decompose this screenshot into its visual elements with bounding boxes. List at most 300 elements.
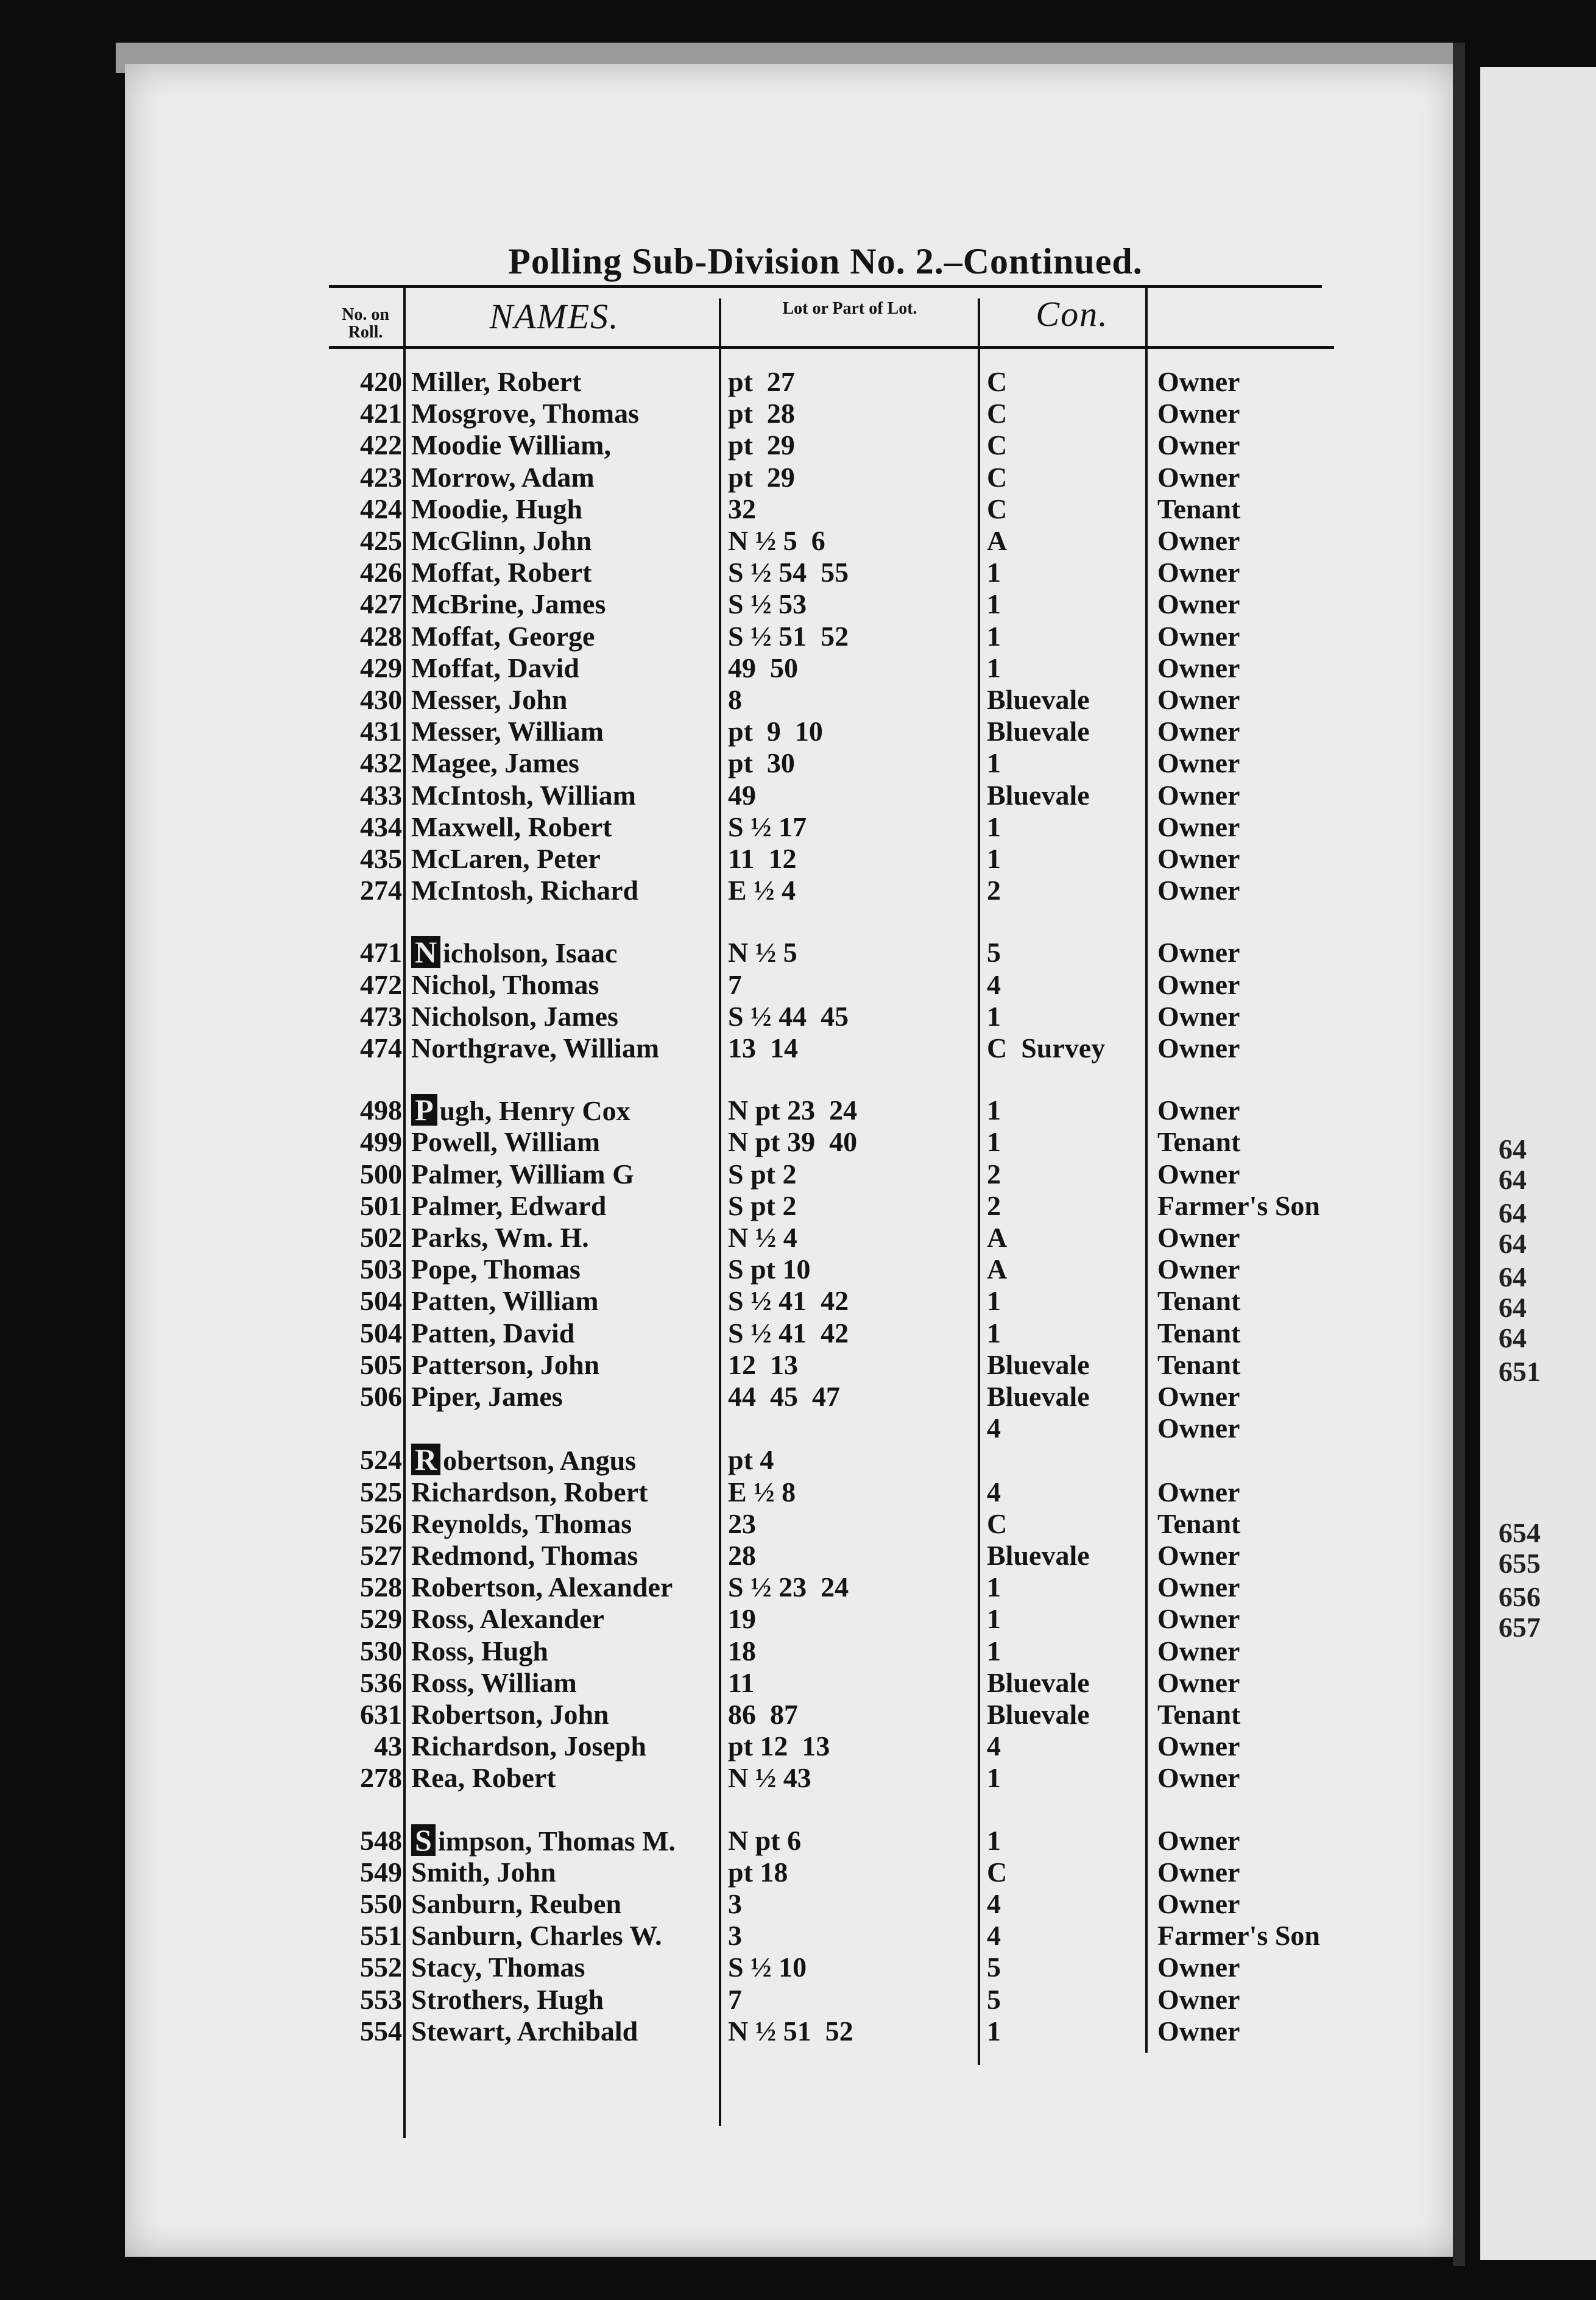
table-row: [0, 968, 1596, 1000]
elector-name: [411, 1444, 728, 1476]
status-cell: Owner: [1157, 937, 1240, 968]
elector-name-text: Parks, Wm. H.: [411, 1222, 589, 1253]
concession-cell: 1: [987, 1285, 1001, 1316]
elector-name-text: Richardson, Joseph: [411, 1730, 646, 1762]
lot-cell: 3: [728, 1888, 742, 1919]
lot-cell: 86 87: [728, 1699, 798, 1730]
adjacent-page-number: 657: [1499, 1612, 1541, 1643]
lot-cell: N ½ 5: [728, 937, 797, 968]
status-cell: Tenant: [1157, 1508, 1241, 1539]
lot-cell: pt 18: [728, 1857, 788, 1888]
elector-name: [411, 968, 728, 1001]
elector-name-text: Nichol, Thomas: [411, 969, 599, 1000]
table-row: [0, 683, 1596, 715]
status-cell: Owner: [1157, 1857, 1240, 1888]
roll-number: 433: [360, 780, 402, 811]
elector-name: [411, 1190, 728, 1222]
table-row: [0, 1635, 1596, 1667]
elector-name: [411, 1317, 728, 1349]
concession-cell: Bluevale: [987, 716, 1090, 747]
header-bottom-rule: [329, 346, 1334, 349]
concession-cell: Bluevale: [987, 1540, 1090, 1571]
concession-cell: C: [987, 429, 1008, 460]
roll-number: 425: [360, 525, 402, 556]
elector-name-text: Ross, William: [411, 1667, 577, 1698]
concession-cell: 1: [987, 1572, 1001, 1603]
elector-name-text: Moffat, David: [411, 652, 579, 683]
concession-cell: C: [987, 366, 1008, 397]
elector-name: [411, 588, 728, 620]
concession-cell: 4: [987, 1476, 1001, 1508]
concession-cell: C: [987, 462, 1008, 493]
lot-cell: N ½ 5 6: [728, 525, 825, 556]
status-cell: Owner: [1157, 2016, 1240, 2047]
status-cell: Owner: [1157, 462, 1240, 493]
concession-cell: A: [987, 1254, 1008, 1285]
roll-number: 502: [360, 1222, 402, 1253]
adjacent-page-number: 64: [1499, 1164, 1527, 1195]
roll-number: 274: [360, 875, 402, 906]
concession-cell: 2: [987, 1190, 1001, 1221]
lot-cell: N pt 6: [728, 1825, 802, 1856]
concession-cell: 4: [987, 1888, 1001, 1919]
elector-name: [411, 620, 728, 652]
adjacent-page-number: 64: [1499, 1134, 1527, 1165]
lot-cell: 18: [728, 1635, 756, 1667]
status-cell: Owner: [1157, 1001, 1240, 1032]
elector-name: [411, 1951, 728, 1983]
concession-cell: 1: [987, 1825, 1001, 1856]
concession-cell: 1: [987, 2016, 1001, 2047]
lot-cell: S ½ 44 45: [728, 1001, 849, 1032]
elector-name: [411, 1856, 728, 1888]
section-initial: R: [411, 1444, 440, 1475]
adjacent-page-number: 64: [1499, 1261, 1527, 1293]
concession-cell: 2: [987, 875, 1001, 906]
concession-cell: 1: [987, 1318, 1001, 1349]
elector-name: [411, 1000, 728, 1032]
elector-name-text: Moodie, Hugh: [411, 493, 583, 524]
concession-cell: C Survey: [987, 1032, 1106, 1064]
elector-name: [411, 1539, 728, 1572]
table-row: [0, 1983, 1596, 2015]
roll-number: 525: [360, 1476, 402, 1508]
status-cell: Owner: [1157, 1095, 1240, 1126]
table-row: [0, 397, 1596, 429]
adjacent-page-number: 654: [1499, 1517, 1541, 1548]
lot-cell: 7: [728, 969, 742, 1000]
adjacent-page-number: 651: [1499, 1356, 1541, 1387]
roll-number: 554: [360, 2016, 402, 2047]
elector-name-text: obertson, Angus: [443, 1445, 637, 1476]
concession-cell: 1: [987, 621, 1001, 652]
header-con: Con.: [1036, 294, 1109, 334]
elector-name-text: Maxwell, Robert: [411, 811, 612, 842]
elector-name: [411, 1094, 728, 1127]
roll-number: 471: [360, 937, 402, 968]
roll-number: 428: [360, 621, 402, 652]
concession-cell: 5: [987, 937, 1001, 968]
elector-name: [411, 493, 728, 525]
lot-cell: E ½ 8: [728, 1476, 796, 1508]
elector-name: [411, 1476, 728, 1508]
elector-name: [411, 1508, 728, 1540]
table-row: [0, 1508, 1596, 1539]
lot-cell: S ½ 41 42: [728, 1318, 849, 1349]
status-cell: Owner: [1157, 1572, 1240, 1603]
roll-number: 429: [360, 652, 402, 683]
elector-name: [411, 1888, 728, 1920]
elector-name: [411, 1730, 728, 1762]
elector-name-text: Nicholson, James: [411, 1001, 618, 1032]
lot-cell: pt 4: [728, 1444, 774, 1475]
concession-cell: Bluevale: [987, 1349, 1090, 1380]
concession-cell: 4: [987, 1413, 1001, 1444]
elector-name-text: Sanburn, Reuben: [411, 1888, 622, 1919]
elector-name-text: Patterson, John: [411, 1349, 600, 1380]
elector-name-text: Robertson, John: [411, 1699, 609, 1730]
concession-cell: A: [987, 1222, 1008, 1253]
roll-number: 551: [360, 1920, 402, 1951]
table-row: [0, 874, 1596, 906]
lot-cell: E ½ 4: [728, 875, 796, 906]
adjacent-page-number: 655: [1499, 1548, 1541, 1579]
concession-cell: 1: [987, 747, 1001, 778]
roll-number: 550: [360, 1888, 402, 1919]
elector-name: [411, 2015, 728, 2047]
page-title: Polling Sub-Division No. 2.–Continued.: [508, 241, 1143, 281]
elector-name-text: Sanburn, Charles W.: [411, 1920, 662, 1951]
table-row: [0, 1000, 1596, 1032]
lot-cell: 19: [728, 1603, 756, 1634]
concession-cell: Bluevale: [987, 1699, 1090, 1730]
lot-cell: pt 29: [728, 429, 795, 460]
elector-name-text: Redmond, Thomas: [411, 1540, 638, 1571]
roll-number: 549: [360, 1857, 402, 1888]
table-row: [0, 1094, 1596, 1126]
status-cell: Tenant: [1157, 493, 1241, 524]
lot-cell: 8: [728, 684, 742, 715]
status-cell: Tenant: [1157, 1699, 1241, 1730]
roll-number: 432: [360, 747, 402, 778]
lot-cell: N pt 23 24: [728, 1095, 858, 1126]
elector-name: [411, 1983, 728, 2016]
lot-cell: N ½ 43: [728, 1762, 811, 1793]
roll-number: 499: [360, 1126, 402, 1157]
elector-name: [411, 1698, 728, 1730]
concession-cell: Bluevale: [987, 1667, 1090, 1698]
lot-cell: S ½ 41 42: [728, 1285, 849, 1316]
elector-name: [411, 811, 728, 843]
table-row: [0, 1919, 1596, 1951]
lot-cell: N pt 39 40: [728, 1126, 858, 1157]
roll-number: 498: [360, 1095, 402, 1126]
roll-number: 631: [360, 1699, 402, 1730]
elector-name-text: Piper, James: [411, 1381, 563, 1412]
roll-number: 435: [360, 843, 402, 874]
table-row: [0, 1476, 1596, 1508]
table-row: [0, 936, 1596, 968]
concession-cell: 4: [987, 1920, 1001, 1951]
status-cell: Owner: [1157, 1540, 1240, 1571]
elector-name-text: Messer, William: [411, 716, 604, 747]
status-cell: Owner: [1157, 1952, 1240, 1983]
concession-cell: 1: [987, 1126, 1001, 1157]
elector-name: [411, 461, 728, 493]
lot-cell: S ½ 17: [728, 811, 807, 842]
section-initial: S: [411, 1824, 436, 1856]
table-row: [0, 1253, 1596, 1285]
lot-cell: S ½ 23 24: [728, 1572, 849, 1603]
lot-cell: S pt 2: [728, 1159, 797, 1190]
lot-cell: 11: [728, 1667, 755, 1698]
elector-name: [411, 683, 728, 716]
elector-name-text: Smith, John: [411, 1857, 556, 1888]
adjacent-page-number: 656: [1499, 1581, 1541, 1612]
table-row: [0, 1888, 1596, 1919]
elector-name: [411, 556, 728, 588]
lot-cell: N ½ 51 52: [728, 2016, 853, 2047]
elector-name: [411, 1762, 728, 1794]
table-row: [0, 1951, 1596, 1983]
table-row: [0, 524, 1596, 556]
status-cell: Owner: [1157, 1730, 1240, 1762]
roll-number: 504: [360, 1285, 402, 1316]
status-cell: Farmer's Son: [1157, 1190, 1321, 1221]
table-row: [0, 1698, 1596, 1730]
lot-cell: pt 9 10: [728, 716, 823, 747]
table-row: [0, 1444, 1596, 1475]
elector-name: [411, 1158, 728, 1190]
concession-cell: 2: [987, 1159, 1001, 1190]
adjacent-page-number: 64: [1499, 1228, 1527, 1259]
concession-cell: C: [987, 1508, 1008, 1539]
table-row: [0, 779, 1596, 811]
roll-number: 426: [360, 557, 402, 588]
concession-cell: 5: [987, 1952, 1001, 1983]
table-row: [0, 1856, 1596, 1888]
roll-number: 472: [360, 969, 402, 1000]
table-row: [0, 1285, 1596, 1316]
lot-cell: 44 45 47: [728, 1381, 840, 1412]
elector-name-text: McIntosh, William: [411, 780, 636, 811]
status-cell: Owner: [1157, 652, 1240, 683]
status-cell: Owner: [1157, 621, 1240, 652]
status-cell: Owner: [1157, 557, 1240, 588]
status-cell: Owner: [1157, 1476, 1240, 1508]
concession-cell: 1: [987, 1095, 1001, 1126]
table-row: [0, 842, 1596, 874]
status-cell: Owner: [1157, 398, 1240, 429]
status-cell: Owner: [1157, 1667, 1240, 1698]
table-row: [0, 1762, 1596, 1793]
lot-cell: 13 14: [728, 1032, 798, 1064]
elector-name-text: Miller, Robert: [411, 366, 582, 397]
roll-number: 278: [360, 1762, 402, 1793]
header-names: NAMES.: [489, 297, 620, 336]
elector-name: [411, 874, 728, 906]
table-row: [0, 556, 1596, 588]
table-row: [0, 429, 1596, 460]
status-cell: Owner: [1157, 969, 1240, 1000]
status-cell: Owner: [1157, 1413, 1240, 1444]
elector-name: [411, 1349, 728, 1381]
elector-name-text: Reynolds, Thomas: [411, 1508, 632, 1539]
elector-name-text: Magee, James: [411, 747, 579, 778]
table-row: [0, 1667, 1596, 1698]
status-cell: Owner: [1157, 1984, 1240, 2015]
roll-number: 422: [360, 429, 402, 460]
roll-number: 503: [360, 1254, 402, 1285]
concession-cell: C: [987, 398, 1008, 429]
table-row: [0, 1221, 1596, 1253]
lot-cell: 3: [728, 1920, 742, 1951]
roll-number: 421: [360, 398, 402, 429]
elector-name: [411, 842, 728, 875]
elector-name: [411, 747, 728, 779]
status-cell: Owner: [1157, 1635, 1240, 1667]
status-cell: Owner: [1157, 843, 1240, 874]
status-cell: Owner: [1157, 875, 1240, 906]
elector-name: [411, 936, 728, 969]
roll-number: 473: [360, 1001, 402, 1032]
concession-cell: 1: [987, 1635, 1001, 1667]
lot-cell: S ½ 51 52: [728, 621, 849, 652]
lot-cell: 12 13: [728, 1349, 798, 1380]
status-cell: Owner: [1157, 1762, 1240, 1793]
table-row: [0, 1158, 1596, 1190]
table-row: [0, 1349, 1596, 1380]
elector-name: [411, 1824, 728, 1857]
table-row: [0, 493, 1596, 524]
table-row: [0, 1539, 1596, 1571]
roll-number: 500: [360, 1159, 402, 1190]
concession-cell: 5: [987, 1984, 1001, 2015]
elector-name: [411, 1285, 728, 1317]
lot-cell: N ½ 4: [728, 1222, 797, 1253]
elector-name-text: impson, Thomas M.: [437, 1826, 676, 1857]
elector-name-text: McLaren, Peter: [411, 843, 601, 874]
status-cell: Tenant: [1157, 1285, 1241, 1316]
elector-name: [411, 1635, 728, 1667]
roll-number: 528: [360, 1572, 402, 1603]
status-cell: Owner: [1157, 1825, 1240, 1856]
table-row: [0, 715, 1596, 747]
section-initial: N: [411, 936, 440, 968]
lot-cell: 23: [728, 1508, 756, 1539]
lot-cell: pt 12 13: [728, 1730, 830, 1762]
concession-cell: C: [987, 1857, 1008, 1888]
elector-name: [411, 365, 728, 398]
status-cell: Owner: [1157, 684, 1240, 715]
elector-name-text: Moodie William,: [411, 429, 611, 460]
roll-number: 530: [360, 1635, 402, 1667]
status-cell: Tenant: [1157, 1349, 1241, 1380]
concession-cell: A: [987, 525, 1008, 556]
roll-number: 424: [360, 493, 402, 524]
lot-cell: S pt 2: [728, 1190, 797, 1221]
concession-cell: 1: [987, 557, 1001, 588]
table-row: [0, 1190, 1596, 1221]
lot-cell: 32: [728, 493, 756, 524]
table-row: [0, 365, 1596, 397]
elector-name-text: McBrine, James: [411, 588, 606, 619]
roll-number: 552: [360, 1952, 402, 1983]
lot-cell: S ½ 54 55: [728, 557, 849, 588]
elector-name: [411, 652, 728, 684]
roll-number: 430: [360, 684, 402, 715]
elector-name: [411, 1221, 728, 1254]
concession-cell: C: [987, 493, 1008, 524]
roll-number: 434: [360, 811, 402, 842]
elector-name-text: Moffat, George: [411, 621, 595, 652]
concession-cell: 1: [987, 1603, 1001, 1634]
lot-cell: pt 28: [728, 398, 795, 429]
roll-number: 529: [360, 1603, 402, 1634]
table-row: [0, 1824, 1596, 1856]
concession-cell: 1: [987, 1001, 1001, 1032]
table-row: [0, 652, 1596, 683]
lot-cell: S ½ 53: [728, 588, 807, 619]
elector-name: [411, 1919, 728, 1952]
elector-name-text: ugh, Henry Cox: [439, 1095, 630, 1126]
table-row: [0, 1730, 1596, 1762]
roll-number: 505: [360, 1349, 402, 1380]
roll-number: 526: [360, 1508, 402, 1539]
elector-name-text: Strothers, Hugh: [411, 1984, 604, 2015]
elector-name-text: McIntosh, Richard: [411, 875, 639, 906]
lot-cell: 28: [728, 1540, 756, 1571]
table-row: [0, 2015, 1596, 2047]
table-row: [0, 1603, 1596, 1634]
roll-number: 524: [360, 1444, 402, 1475]
status-cell: Owner: [1157, 588, 1240, 619]
status-cell: Tenant: [1157, 1318, 1241, 1349]
concession-cell: 1: [987, 588, 1001, 619]
table-row: [0, 1317, 1596, 1349]
status-cell: Owner: [1157, 716, 1240, 747]
concession-cell: 4: [987, 1730, 1001, 1762]
lot-cell: 11 12: [728, 843, 797, 874]
status-cell: Tenant: [1157, 1126, 1241, 1157]
elector-name-text: Pope, Thomas: [411, 1254, 581, 1285]
status-cell: Owner: [1157, 1159, 1240, 1190]
header-lot: Lot or Part of Lot.: [782, 299, 917, 318]
header-roll: No. on Roll.: [342, 305, 389, 342]
roll-number: 501: [360, 1190, 402, 1221]
table-row: [0, 620, 1596, 652]
roll-number: 527: [360, 1540, 402, 1571]
concession-cell: 1: [987, 811, 1001, 842]
lot-cell: 7: [728, 1984, 742, 2015]
elector-name: [411, 1603, 728, 1635]
lot-cell: pt 29: [728, 462, 795, 493]
lot-cell: S pt 10: [728, 1254, 811, 1285]
status-cell: Farmer's Son: [1157, 1920, 1321, 1951]
elector-name: [411, 429, 728, 461]
elector-name-text: Moffat, Robert: [411, 557, 592, 588]
concession-cell: 4: [987, 969, 1001, 1000]
elector-name-text: Mosgrove, Thomas: [411, 398, 639, 429]
lot-cell: pt 27: [728, 366, 795, 397]
status-cell: Owner: [1157, 366, 1240, 397]
elector-name-text: Ross, Hugh: [411, 1635, 548, 1667]
concession-cell: Bluevale: [987, 780, 1090, 811]
adjacent-page-number: 64: [1499, 1292, 1527, 1323]
elector-name-text: Messer, John: [411, 684, 568, 715]
roll-number: 474: [360, 1032, 402, 1064]
adjacent-page-number: 64: [1499, 1198, 1527, 1229]
